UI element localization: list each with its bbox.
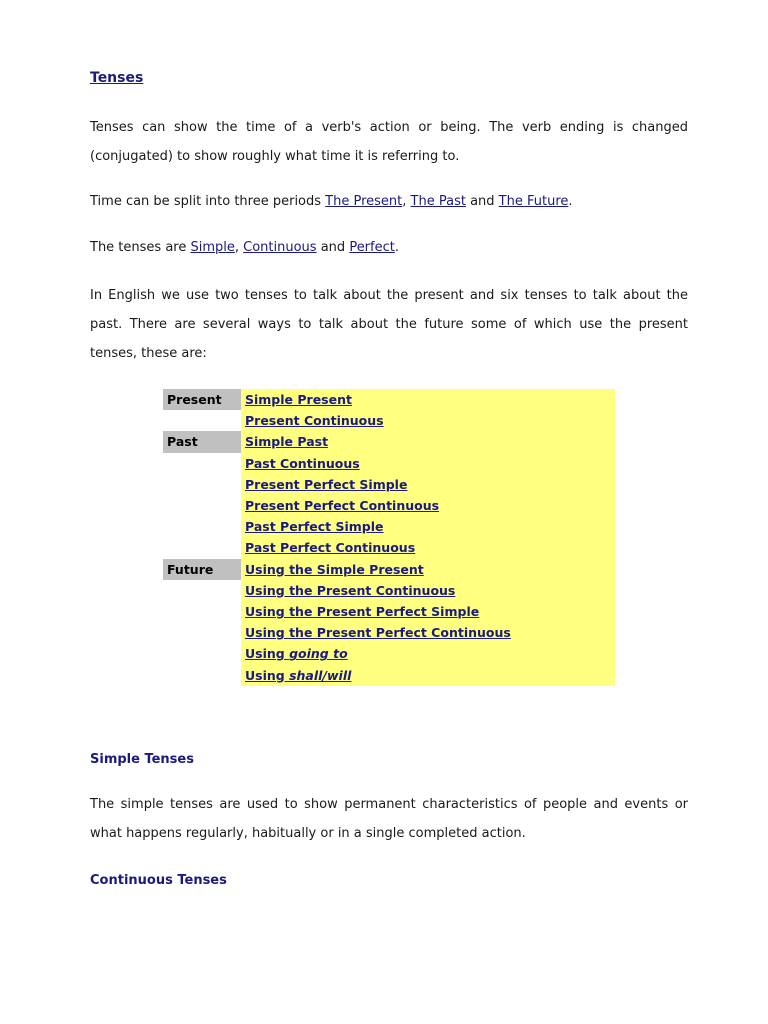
table-row	[163, 431, 615, 452]
tense-cell	[241, 622, 615, 643]
table-row	[163, 559, 615, 580]
tense-category	[163, 516, 241, 537]
tense-link[interactable]: Using the Simple Present	[245, 561, 424, 577]
link-the-future[interactable]: The Future	[498, 194, 569, 209]
tense-category	[163, 664, 241, 685]
tense-link[interactable]: Present Continuous	[245, 413, 384, 429]
tense-category	[163, 537, 241, 558]
tense-category	[163, 453, 241, 474]
tense-category: Past	[163, 431, 241, 452]
table-row	[163, 664, 615, 685]
simple-tenses-paragraph: The simple tenses are used to show permanent characteristics of people and events or what happens regularly, habitually or in a single completed action.	[90, 797, 688, 841]
link-the-past[interactable]: The Past	[410, 194, 466, 209]
text: .	[568, 194, 573, 209]
tense-cell	[241, 537, 615, 558]
tense-link[interactable]: Simple Present	[245, 392, 352, 408]
text: ,	[402, 194, 411, 209]
link-italic: shall/will	[289, 667, 352, 683]
link-perfect[interactable]: Perfect	[349, 240, 395, 255]
table-row	[163, 389, 615, 410]
tense-cell	[241, 580, 615, 601]
text: and	[465, 194, 499, 209]
link-prefix: Using	[245, 667, 290, 683]
tense-category	[163, 643, 241, 664]
tense-category	[163, 580, 241, 601]
tense-link[interactable]: Present Perfect Simple	[245, 476, 408, 492]
tense-types-paragraph	[90, 233, 688, 262]
tense-cell	[241, 474, 615, 495]
tenses-table	[163, 389, 615, 686]
tenses-table-body	[163, 389, 615, 686]
tense-link[interactable]	[245, 668, 351, 683]
table-row	[163, 537, 615, 558]
tense-cell	[241, 516, 615, 537]
tense-cell	[241, 495, 615, 516]
tense-category	[163, 601, 241, 622]
table-row	[163, 474, 615, 495]
link-italic: going to	[289, 646, 348, 662]
tense-category	[163, 622, 241, 643]
table-row	[163, 410, 615, 431]
tense-link[interactable]: Past Perfect Simple	[245, 519, 384, 535]
table-row	[163, 580, 615, 601]
link-continuous[interactable]: Continuous	[243, 240, 317, 255]
tense-link[interactable]: Past Continuous	[245, 455, 360, 471]
tense-link[interactable]: Past Perfect Continuous	[245, 540, 416, 556]
simple-tenses-heading: Simple Tenses	[90, 752, 194, 767]
tense-cell	[241, 559, 615, 580]
tense-cell	[241, 643, 615, 664]
table-row	[163, 622, 615, 643]
tense-cell	[241, 389, 615, 410]
english-tenses-paragraph: In English we use two tenses to talk about the present and six tenses to talk about the past. There are several ways to talk about the future some of which use the present tenses, these are:	[90, 288, 688, 361]
table-row	[163, 453, 615, 474]
tense-link[interactable]: Using the Present Perfect Simple	[245, 603, 480, 619]
text: .	[394, 240, 399, 255]
tense-link[interactable]	[245, 646, 348, 661]
tense-category	[163, 410, 241, 431]
tense-cell	[241, 601, 615, 622]
tense-cell	[241, 410, 615, 431]
tense-category	[163, 474, 241, 495]
table-row	[163, 601, 615, 622]
tense-link[interactable]: Using the Present Perfect Continuous	[245, 625, 511, 641]
tense-category: Future	[163, 559, 241, 580]
table-row	[163, 516, 615, 537]
tense-link[interactable]: Using the Present Continuous	[245, 582, 456, 598]
table-row	[163, 495, 615, 516]
tense-link[interactable]: Present Perfect Continuous	[245, 498, 440, 514]
tense-cell	[241, 664, 615, 685]
tense-cell	[241, 453, 615, 474]
time-periods-paragraph	[90, 187, 688, 216]
page-title: Tenses	[90, 70, 144, 86]
continuous-tenses-heading: Continuous Tenses	[90, 873, 227, 888]
link-simple[interactable]: Simple	[190, 240, 235, 255]
table-row	[163, 643, 615, 664]
text: ,	[234, 240, 244, 255]
tense-link[interactable]: Simple Past	[245, 434, 329, 450]
intro-paragraph: Tenses can show the time of a verb's action or being. The verb ending is changed (conjugated) to show roughly what time it is referring to.	[90, 120, 688, 164]
tense-category	[163, 495, 241, 516]
link-prefix: Using	[245, 646, 290, 662]
text: Time can be split into three periods	[90, 194, 326, 209]
tense-category: Present	[163, 389, 241, 410]
text: The tenses are	[90, 240, 191, 255]
link-the-present[interactable]: The Present	[325, 194, 403, 209]
text: and	[316, 240, 350, 255]
tense-cell	[241, 431, 615, 452]
